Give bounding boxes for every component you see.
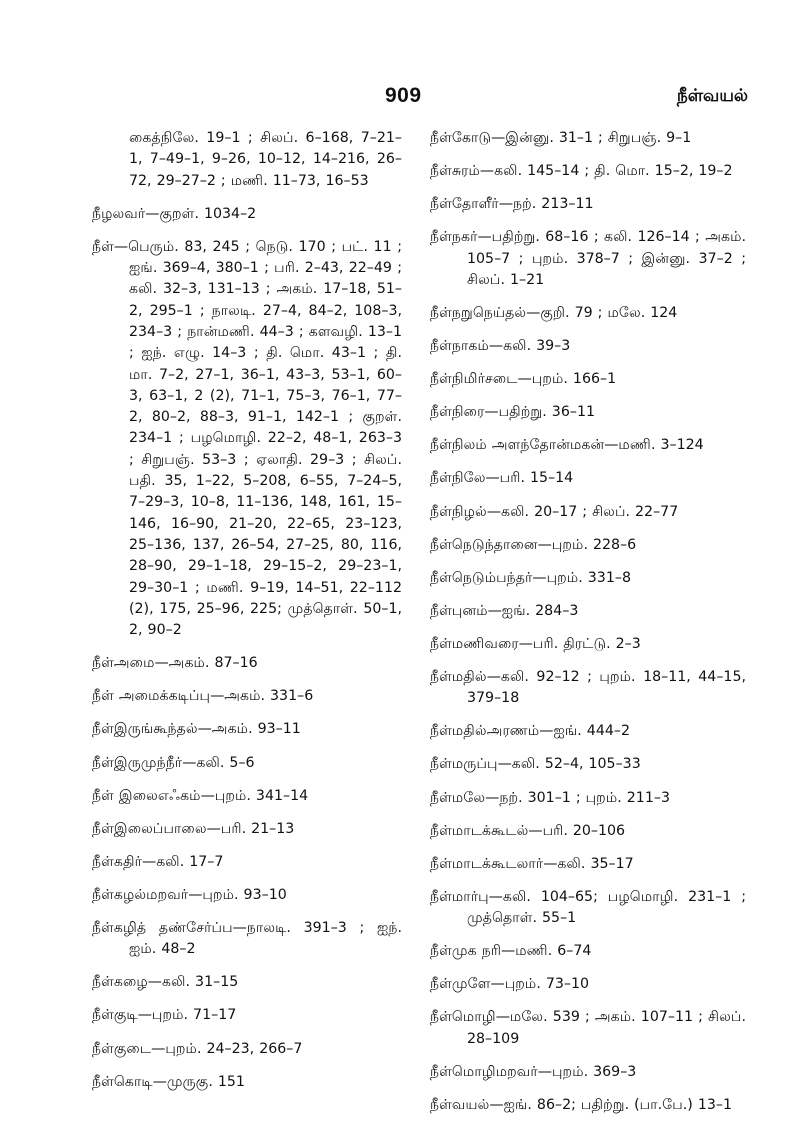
left-column xyxy=(92,128,402,1105)
index-entry: நீள்மதில்—கலி. 92–12 ; புறம். 18–11, 44–15, 379–18 xyxy=(430,669,746,707)
index-entry: நீள் அமைக்கடிப்பு—அகம். 331–6 xyxy=(92,688,314,705)
index-entry: நீள்முக நரி—மணி. 6–74 xyxy=(430,943,592,960)
index-entry: நீள்—பெரும். 83, 245 ; நெடு. 170 ; பட். 11 ; ஐங். 369–4, 380–1 ; பரி. 2–43, 22–49 ; கலி. 32–3, 131–13 ; அகம். 17–18, 51–2, 295–1 ; நாலடி. 27–4, 84–2, 108–3, 234–3 ; நான்மணி. 44–3 ; களவழி. 13–1 ; ஐந். எழு. 14–3 ; தி. மொ. 43–1 ; தி. மா. 7–2, 27–1, 36–1, 43–3, 53–1, 60–3, 63–1, 2 (2), 71–1, 75–3, 76–1, 77–2, 80–2, 88–3, 91–1, 142–1 ; குறள். 234–1 ; பழமொழி. 22–2, 48–1, 263–3 ; சிறுபஞ். 53–3 ; ஏலாதி. 29–3 ; சிலப். பதி. 35, 1–22, 5–208, 6–55, 7–24–5, 7–29–3, 10–8, 11–136, 148, 161, 15–146, 16–90, 21–20, 22–65, 23–123, 25–136, 137, 26–54, 27–25, 80, 116, 28–90, 29–1–18, 29–15–2, 29–23–1, 29–30–1 ; மணி. 9–19, 14–51, 22–112 (2), 175, 25–96, 225; முத்தொள். 50–1, 2, 90–2 xyxy=(92,238,402,639)
index-entry: நீள்மணிவரை—பரி. திரட்டு. 2–3 xyxy=(430,635,641,652)
index-entry: நீள்இருமுந்நீர்—கலி. 5–6 xyxy=(92,754,255,771)
index-entry: நீள்நிரை—பதிற்று. 36–11 xyxy=(430,404,596,421)
index-entry: நீள்நறுநெய்தல்—குறி. 79 ; மலே. 124 xyxy=(430,304,678,321)
index-entry: நீள்நிமிர்சடை—புறம். 166–1 xyxy=(430,371,617,388)
index-entry: நீள்கழல்மறவர்—புறம். 93–10 xyxy=(92,886,287,903)
index-entry: நீள்கழித் தண்சேர்ப்ப—நாலடி. 391–3 ; ஐந். ஐம். 48–2 xyxy=(92,919,402,958)
index-entry: நீள்மார்பு—கலி. 104–65; பழமொழி. 231–1 ; முத்தொள். 55–1 xyxy=(430,888,746,927)
index-entry: நீள்மலே—நற். 301–1 ; புறம். 211–3 xyxy=(430,789,670,806)
right-column xyxy=(430,128,746,1128)
page-header xyxy=(0,84,800,114)
index-entry: நீள்கொடி—முருகு. 151 xyxy=(92,1073,245,1090)
index-entry: நீள்தோளீர்—நற். 213–11 xyxy=(430,196,594,213)
index-entry: நீள்கோடு—இன்னு. 31–1 ; சிறுபஞ். 9–1 xyxy=(430,130,692,146)
index-entry: நீள்குடி—புறம். 71–17 xyxy=(92,1007,237,1024)
index-entry: நீள்நிழல்—கலி. 20–17 ; சிலப். 22–77 xyxy=(430,503,679,520)
index-entry: நீள்கழை—கலி. 31–15 xyxy=(92,974,239,991)
page-number: 909 xyxy=(385,84,422,107)
index-entry: நீள்சுரம்—கலி. 145–14 ; தி. மொ. 15–2, 19–2 xyxy=(430,163,733,180)
index-entry: நீள்மொழி—மலே. 539 ; அகம். 107–11 ; சிலப். 28–109 xyxy=(430,1009,746,1047)
index-entry: நீள்புனம்—ஐங். 284–3 xyxy=(430,602,579,619)
index-entry: நீள்நெடும்பந்தர்—புறம். 331–8 xyxy=(430,569,631,586)
running-head: நீள்வயல் xyxy=(676,86,748,106)
index-entry: நீள்நகர்—பதிற்று. 68–16 ; கலி. 126–14 ; அகம். 105–7 ; புறம். 378–7 ; இன்னு. 37–2 ; சிலப். 1–21 xyxy=(430,229,746,288)
index-entry: நீள்மாடக்கூடல்—பரி. 20–106 xyxy=(430,822,626,839)
index-entry: நீள் இலைஎஃகம்—புறம். 341–14 xyxy=(92,787,309,804)
index-entry: நீள்மதில்அரணம்—ஐங். 444–2 xyxy=(430,723,630,740)
index-entry: நீள்நெடுந்தானை—புறம். 228–6 xyxy=(430,536,637,553)
index-entry: நீள்நிலம் அளந்தோன்மகன்—மணி. 3–124 xyxy=(430,437,704,454)
index-entry: நீள்முளே—புறம். 73–10 xyxy=(430,976,590,993)
index-entry: நீள்நிலே—பரி. 15–14 xyxy=(430,470,574,487)
index-entry: நீள்இருங்கூந்தல்—அகம். 93–11 xyxy=(92,721,301,738)
index-entry: நீள்மொழிமறவர்—புறம். 369–3 xyxy=(430,1063,637,1080)
index-entry: நீள்அமை—அகம். 87–16 xyxy=(92,655,258,672)
index-entry: நீள்இலைப்பாலை—பரி. 21–13 xyxy=(92,820,295,837)
index-entry: நீள்நாகம்—கலி. 39–3 xyxy=(430,338,571,355)
index-entry: நீள்வயல்—ஐங். 86–2; பதிற்று. (பா.பே.) 13–1 xyxy=(430,1096,732,1113)
index-entry: கைத்நிலே. 19–1 ; சிலப். 6–168, 7–21–1, 7–49–1, 9–26, 10–12, 14–216, 26–72, 29–27–2 ; மணி. 11–73, 16–53 xyxy=(129,130,402,189)
index-entry: நீள்குடை—புறம். 24–23, 266–7 xyxy=(92,1040,303,1057)
index-entry: நீள்மருப்பு—கலி. 52–4, 105–33 xyxy=(430,756,641,773)
index-entry: நீழலவர்—குறள். 1034–2 xyxy=(92,205,257,222)
index-entry: நீள்மாடக்கூடலார்—கலி. 35–17 xyxy=(430,855,634,872)
index-entry: நீள்கதிர்—கலி. 17–7 xyxy=(92,853,224,870)
